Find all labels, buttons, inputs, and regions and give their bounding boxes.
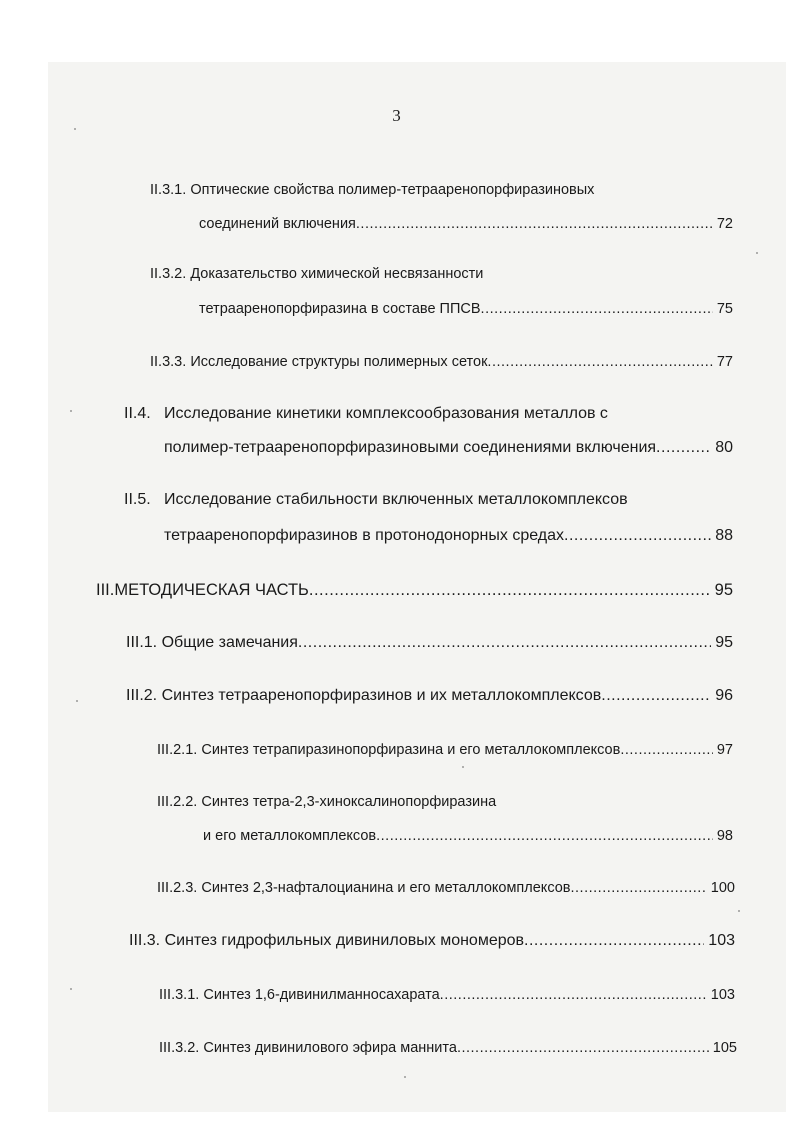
entry-title: Исследование кинетики комплексообразования металлов с	[164, 405, 608, 422]
leader-dots	[487, 352, 712, 372]
page-ref: 75	[716, 301, 733, 317]
entry-title: Исследование структуры полимерных сеток	[190, 354, 488, 370]
entry-number: III.2.1.	[157, 742, 198, 758]
entry-number: II.4.	[124, 405, 151, 422]
leader-dots	[356, 214, 713, 234]
leader-dots	[440, 985, 707, 1005]
scan-speck	[404, 1076, 406, 1078]
toc-entry-II-4-line2	[164, 438, 733, 458]
entry-title: Синтез дивинилового эфира маннита	[203, 1040, 457, 1056]
page-ref: 80	[715, 439, 733, 456]
entry-number: III.3.	[129, 932, 161, 949]
toc-entry-III-3-2	[159, 1038, 737, 1058]
toc-entry-II-5-line1	[124, 490, 628, 510]
toc-entry-III-3	[129, 931, 735, 951]
entry-title-cont: тетраареноп​орфиразина в составе ППСВ	[199, 301, 481, 317]
toc-entry-II-3-2-line2	[199, 299, 733, 319]
entry-title: Синтез тетра-2,3-хиноксалиноп​орфиразина	[201, 794, 497, 810]
entry-title: Синтез 1,6-дивинилманносахарата	[203, 987, 440, 1003]
scan-speck	[76, 700, 78, 702]
leader-dots	[601, 686, 711, 706]
entry-title: Доказательство химической несвязанности	[190, 266, 484, 282]
entry-title: Исследование стабильности включенных металлокомплексов	[164, 491, 628, 508]
page-ref: 96	[715, 687, 733, 704]
scan-speck	[756, 252, 758, 254]
scan-speck	[462, 766, 464, 768]
entry-title: Синтез гидрофильных дивиниловых мономеров	[164, 932, 525, 949]
toc-entry-II-3-3	[150, 352, 733, 372]
leader-dots	[524, 931, 704, 951]
entry-number: III.3.2.	[159, 1040, 200, 1056]
page-ref: 98	[716, 828, 733, 844]
toc-entry-II-3-1-line2	[199, 214, 733, 234]
entry-number: III.	[96, 581, 115, 599]
entry-number: II.3.3.	[150, 354, 187, 370]
entry-number: II.5.	[124, 491, 151, 508]
page-ref: 77	[716, 354, 733, 370]
entry-number: III.3.1.	[159, 987, 200, 1003]
toc-entry-III-3-1	[159, 985, 735, 1005]
entry-title: Оптические свойства полимер-тетраареноп​орфиразиновых	[190, 182, 595, 198]
entry-title-cont: полимер-тетраареноп​орфиразиновыми соединениями включения	[164, 439, 657, 456]
leader-dots	[309, 580, 711, 600]
page-ref: 95	[715, 634, 733, 651]
entry-number: II.3.2.	[150, 266, 187, 282]
entry-number: III.2.2.	[157, 794, 198, 810]
entry-title: Синтез тетраареноп​орфиразинов и их металлокомплексов	[161, 687, 602, 704]
entry-title-cont: тетраареноп​орфиразинов в протонодонорных средах	[164, 527, 565, 544]
toc-entry-III-2-1	[157, 740, 733, 760]
page-ref: 105	[712, 1040, 737, 1056]
leader-dots	[481, 299, 713, 319]
toc-entry-II-5-line2	[164, 526, 733, 546]
entry-title: МЕТОДИЧЕСКАЯ ЧАСТЬ	[114, 581, 309, 599]
scan-speck	[738, 910, 740, 912]
toc-entry-III-1	[126, 633, 733, 653]
page-ref: 103	[708, 932, 735, 949]
page-ref: 95	[714, 581, 733, 599]
toc-entry-II-3-2-line1	[150, 264, 483, 284]
toc-entry-III-2-2-line1	[157, 792, 496, 812]
entry-number: III.2.	[126, 687, 158, 704]
leader-dots	[564, 526, 711, 546]
entry-title: Синтез тетрапиразиноп​орфиразина и его металлокомплексов	[201, 742, 621, 758]
leader-dots	[298, 633, 711, 653]
toc-entry-II-3-1-line1	[150, 180, 594, 200]
page-ref: 103	[710, 987, 735, 1003]
scan-speck	[74, 128, 76, 130]
leader-dots	[457, 1038, 709, 1058]
entry-number: II.3.1.	[150, 182, 187, 198]
leader-dots	[656, 438, 711, 458]
entry-number: III.1.	[126, 634, 158, 651]
page-ref: 72	[716, 216, 733, 232]
scan-speck	[70, 988, 72, 990]
toc-entry-III-2-3	[157, 878, 735, 898]
page-number: 3	[392, 106, 401, 125]
page-ref: 88	[715, 527, 733, 544]
toc-entry-III	[96, 580, 733, 600]
entry-title: Синтез 2,3-нафталоцианина и его металлокомплексов	[201, 880, 571, 896]
leader-dots	[620, 740, 713, 760]
page-ref: 100	[710, 880, 735, 896]
leader-dots	[376, 826, 713, 846]
entry-title-cont: соединений включения	[199, 216, 356, 232]
scan-speck	[70, 410, 72, 412]
toc-entry-III-2	[126, 686, 733, 706]
toc-entry-III-2-2-line2	[203, 826, 733, 846]
toc-entry-II-4-line1	[124, 404, 608, 424]
leader-dots	[571, 878, 707, 898]
page-ref: 97	[716, 742, 733, 758]
entry-title: Общие замечания	[161, 634, 298, 651]
entry-title-cont: и его металлокомплексов	[203, 828, 377, 844]
entry-number: III.2.3.	[157, 880, 198, 896]
